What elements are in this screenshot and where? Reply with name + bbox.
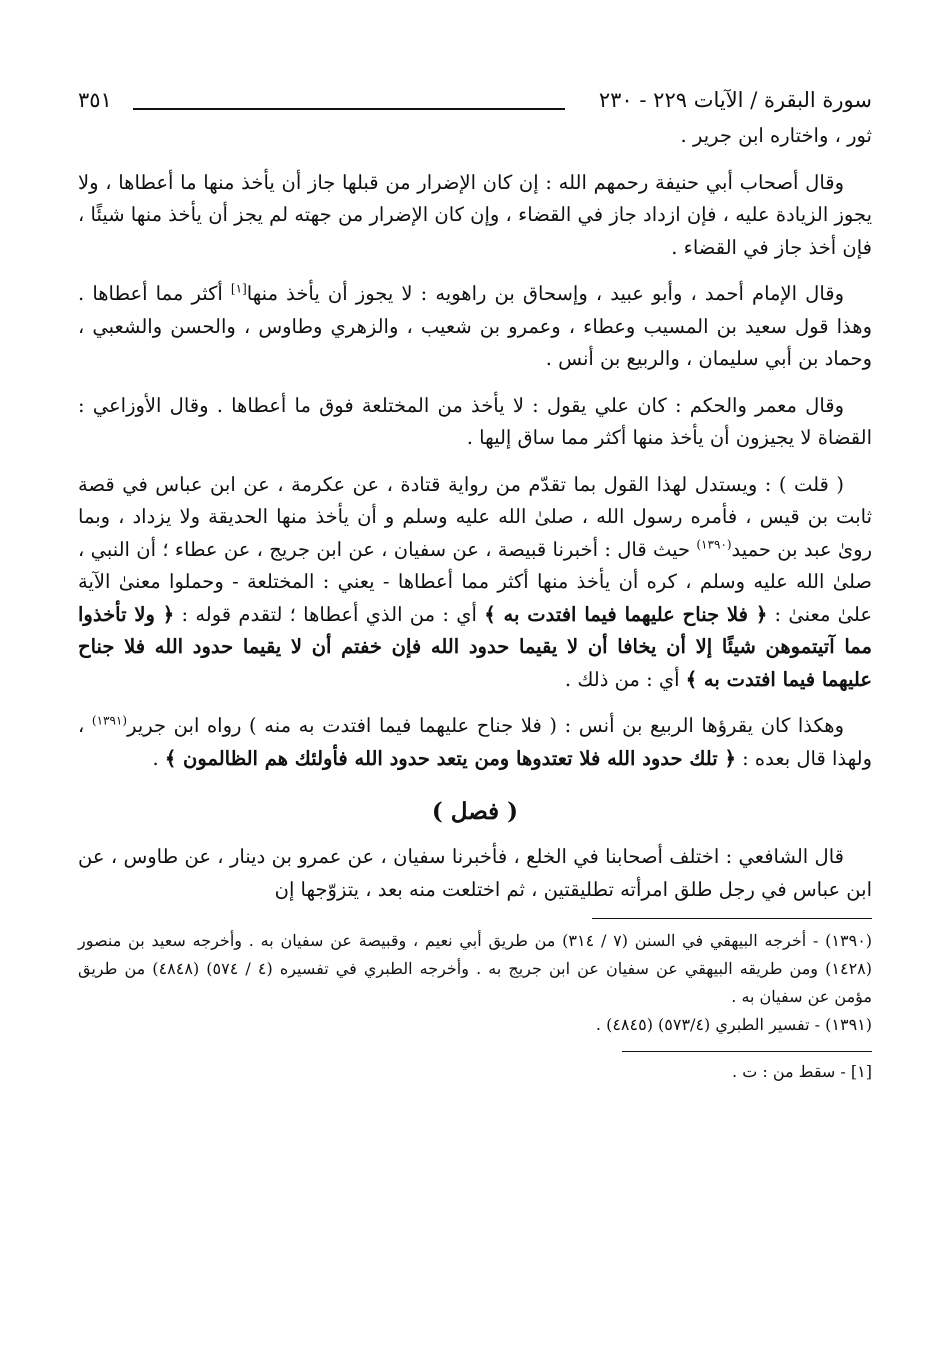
paragraph-6-text-a: وهكذا كان يقرؤها الربيع بن أنس : ( فلا جناح عليهما فيما افتدت به منه ) رواه ابن جرير [127, 714, 844, 737]
section-heading: ( فصل ) [431, 798, 519, 825]
footnote-separator-2 [622, 1051, 872, 1052]
paragraph-6-text-c: . [152, 746, 165, 770]
footnote-separator [592, 918, 872, 919]
paragraph-7: قال الشافعي : اختلف أصحابنا في الخلع ، فأخبرنا سفيان ، عن عمرو بن دينار ، عن طاوس ، عن ابن عباس في رجل طلق امرأته تطليقتين ، ثم اختلعت منه بعد ، يتزوّجها إن [78, 845, 872, 901]
header-rule [133, 108, 565, 110]
paragraph-4: وقال معمر والحكم : كان علي يقول : لا يأخذ من المختلعة فوق ما أعطاها . وقال الأوزاعي : القضاة لا يجيزون أن يأخذ منها أكثر مما ساق إليها . [78, 393, 872, 449]
running-head [78, 86, 872, 120]
footnote-ref-1390: (١٣٩٠) [696, 537, 732, 551]
paragraph-5-text-c: أي : من الذي أعطاها ؛ لتقدم قوله : [174, 602, 485, 626]
quran-quote-2: ﴿ ولا تأخذوا مما آتيتموهن شيئًا إلا أن يخافا أن لا يقيما حدود الله فإن خفتم أن لا يقيما حدود الله فلا جناح عليهما فيما افتدت به ﴾ [78, 602, 872, 691]
paragraph-3-text-a: وقال الإمام أحمد ، وأبو عبيد ، وإسحاق بن راهويه : لا يجوز أن يأخذ منها [246, 282, 844, 305]
page-title: سورة البقرة / الآيات ٢٢٩ - ٢٣٠ [598, 88, 872, 112]
quran-quote-3: ﴿ تلك حدود الله فلا تعتدوها ومن يتعد حدود الله فأولئك هم الظالمون ﴾ [164, 746, 736, 770]
footnote-ref-1: [١] [230, 281, 247, 296]
paragraph-5-text-a: ( قلت ) : ويستدل لهذا القول بما تقدّم من رواية قتادة ، عن عكرمة ، عن ابن عباس في قصة ثابت بن قيس ، فأمره رسول الله ، صلىٰ الله عليه وسلم و أن يأخذ منها الحديقة ولا يزداد ، وبما روىٰ عبد بن حميد [78, 472, 872, 561]
paragraph-5-text-d: أي : من ذلك . [564, 667, 686, 691]
footnote-ref-1391: (١٣٩١) [91, 713, 128, 728]
paragraph-5 [78, 469, 872, 697]
paragraph-1: ثور ، واختاره ابن جرير . [680, 124, 872, 147]
page-number: ٣٥١ [78, 88, 112, 112]
paragraph-3-text-b: أكثر مما أعطاها . وهذا قول سعيد بن المسيب وعطاء ، وعمرو بن شعيب ، والزهري وطاوس ، والحسن والشعبي ، وحماد بن أبي سليمان ، والربيع بن أنس . [78, 282, 872, 370]
footnote-1390: (١٣٩٠) - أخرجه البيهقي في السنن (٧ / ٣١٤) من طريق أبي نعيم ، وقبيصة عن سفيان به . وأخرجه سعيد بن منصور (١٤٢٨) ومن طريقه البيهقي عن سفيان عن ابن جريج به . وأخرجه الطبري في تفسيره (٤ / ٥٧٤) (٤٨٤٨) من طريق مؤمن عن سفيان به . [78, 931, 873, 1006]
paragraph-5-text-b: حيث قال : أخبرنا قبيصة ، عن سفيان ، عن ابن جريج ، عن عطاء ؛ أن النبي ، صلىٰ الله عليه وسلم ، كره أن يأخذ منها أكثر مما أعطاها - يعني : المختلعة - وحملوا معنىٰ الآية علىٰ معنىٰ : [78, 537, 873, 626]
paragraph-6-text-b: ، ولهذا قال بعده : [78, 714, 872, 770]
footnote-1391: (١٣٩١) - تفسير الطبري (٥٧٣/٤) (٤٨٤٥) . [595, 1015, 872, 1034]
footnote-1: [١] - سقط من : ت . [732, 1062, 872, 1081]
paragraph-6 [78, 710, 872, 775]
paragraph-3 [78, 278, 872, 376]
paragraph-2: وقال أصحاب أبي حنيفة رحمهم الله : إن كان الإضرار من قبلها جاز أن يأخذ منها ما أعطاها ، ولا يجوز الزيادة عليه ، فإن ازداد جاز في القضاء ، وإن كان الإضرار من جهته لم يجز أن يأخذ منها شيئًا ، فإن أخذ جاز في القضاء . [78, 170, 872, 259]
quran-quote-1: ﴿ فلا جناح عليهما فيما افتدت به ﴾ [484, 602, 768, 626]
